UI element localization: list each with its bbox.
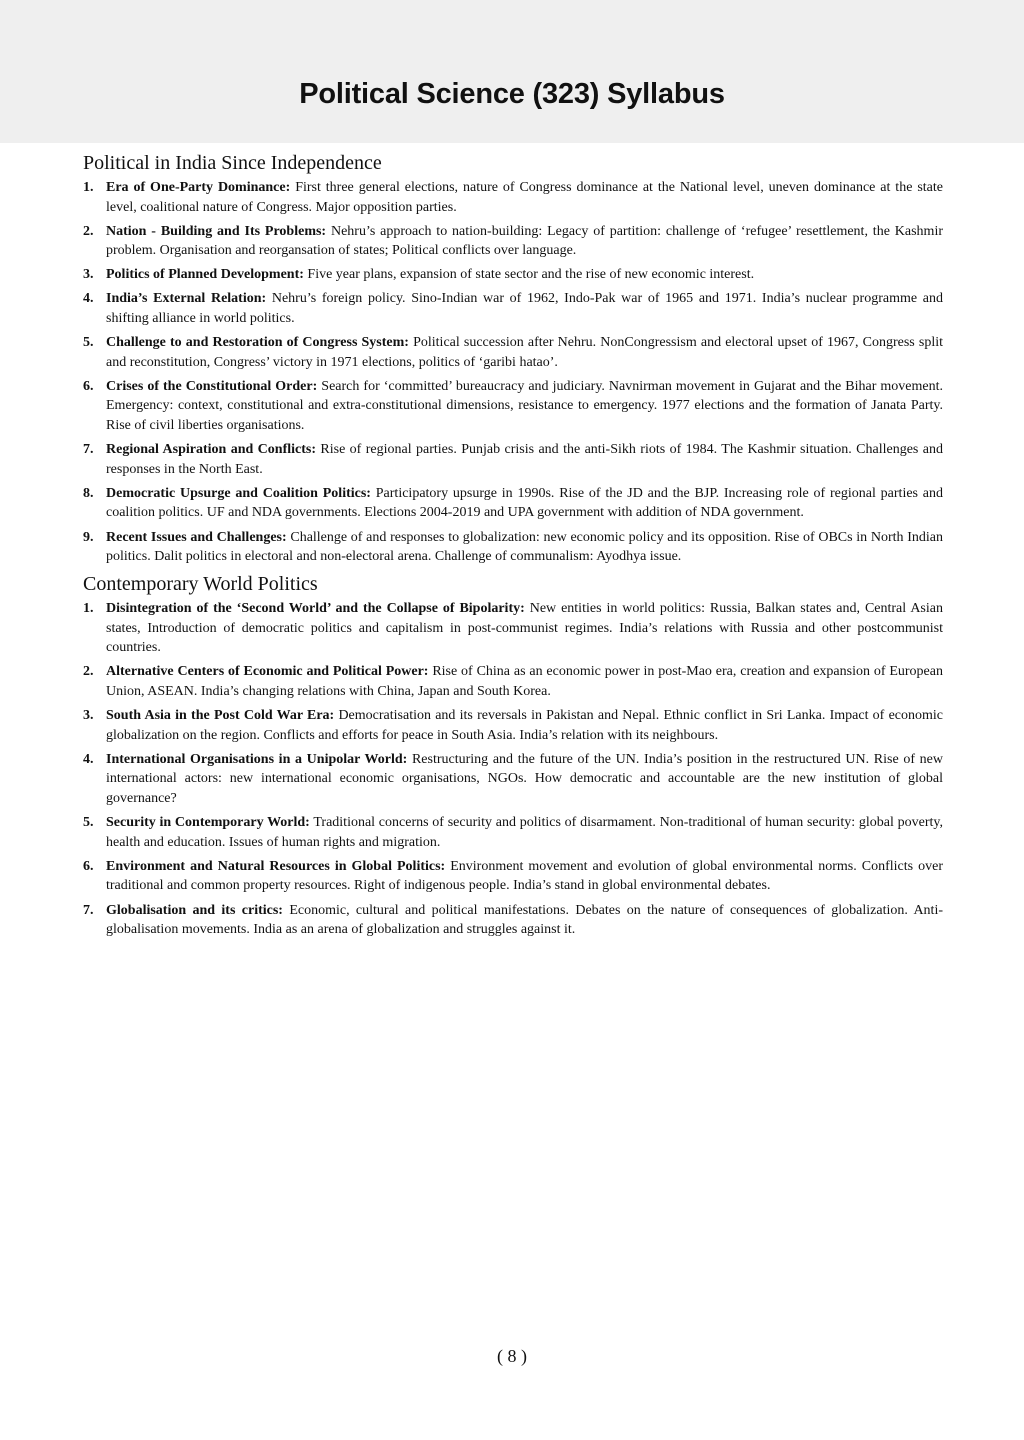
item-text: Rise of regional parties. Punjab crisis and the anti-Sikh riots of 1984. The Kashmir situation. Challenges and responses in the North East.	[106, 442, 943, 477]
list-item	[83, 440, 943, 479]
item-text: Nehru’s approach to nation-building: Legacy of partition: challenge of ‘refugee’ resettlement, the Kashmir problem. Organisation and reorgansation of states; Political conflicts over language.	[106, 223, 943, 259]
section-item-list	[83, 599, 943, 940]
item-number: 3.	[83, 267, 94, 283]
item-text: Rise of China as an economic power in post-Mao era, creation and expansion of European Union, ASEAN. India’s changing relations with China, Japan and South Korea.	[106, 664, 943, 700]
item-title: Disintegration of the ‘Second World’ and the Collapse of Bipolarity:	[106, 601, 525, 617]
item-text: Economic, cultural and political manifestations. Debates on the nature of consequences of globalization. Anti-globalisation movements. India as an arena of globalization and struggles against it.	[106, 902, 943, 938]
list-item	[83, 706, 943, 745]
item-number: 5.	[83, 335, 94, 351]
item-title: Challenge to and Restoration of Congress System:	[106, 335, 409, 351]
item-title: Era of One-Party Dominance:	[106, 180, 291, 195]
item-text: Participatory upsurge in 1990s. Rise of the JD and the BJP. Increasing role of regional parties and coalition politics. UF and NDA governments. Elections 2004-2019 and UPA government with addition of NDA government.	[106, 485, 944, 521]
item-number: 7.	[83, 442, 94, 458]
list-item	[83, 265, 943, 285]
page-number: ( 8 )	[497, 1346, 527, 1366]
item-number: 4.	[83, 291, 94, 307]
list-item	[83, 333, 943, 372]
item-number: 6.	[83, 378, 94, 394]
list-item	[83, 222, 943, 261]
item-number: 6.	[83, 858, 94, 874]
item-number: 5.	[83, 815, 94, 831]
item-number: 2.	[83, 223, 94, 239]
list-item	[83, 377, 943, 436]
item-number: 2.	[83, 664, 94, 680]
list-item	[83, 289, 943, 328]
item-text: Nehru’s foreign policy. Sino-Indian war of 1962, Indo-Pak war of 1965 and 1971. India’s nuclear programme and shifting alliance in world politics.	[106, 291, 943, 327]
item-number: 1.	[83, 180, 94, 195]
list-item	[83, 901, 943, 940]
item-text: Traditional concerns of security and politics of disarmament. Non-traditional of human security: global poverty, health and education. Issues of human rights and migration.	[106, 815, 943, 850]
item-title: Environment and Natural Resources in Global Politics:	[106, 858, 446, 874]
list-item	[83, 599, 943, 658]
header-band	[0, 0, 1024, 143]
item-number: 7.	[83, 902, 94, 918]
item-number: 9.	[83, 529, 94, 545]
item-text: First three general elections, nature of Congress dominance at the National level, uneven dominance at the state level, coalitional nature of Congress. Major opposition parties.	[106, 180, 943, 215]
page-title: Political Science (323) Syllabus	[299, 78, 725, 110]
item-text: New entities in world politics: Russia, Balkan states and, Central Asian states, Introduction of democratic politics and capitalism in post-communist regimes. India’s relations with Russia and other postcommunist countries.	[106, 601, 943, 656]
item-number: 3.	[83, 708, 94, 724]
item-title: International Organisations in a Unipolar World:	[106, 751, 408, 767]
item-title: Alternative Centers of Economic and Political Power:	[106, 664, 429, 680]
item-title: Democratic Upsurge and Coalition Politics:	[106, 485, 371, 501]
item-text: Restructuring and the future of the UN. India’s position in the restructured UN. Rise of new international actors: new international economic organisations, NGOs. How democratic and accountable are the new institution of global governance?	[106, 751, 943, 807]
item-title: India’s External Relation:	[106, 291, 267, 307]
item-text: Political succession after Nehru. NonCongressism and electoral upset of 1967, Congress split and reconstitution, Congress’ victory in 1971 elections, politics of ‘garibi hatao’.	[106, 335, 943, 370]
section-item-list	[83, 178, 943, 567]
list-item	[83, 178, 943, 217]
item-text: Five year plans, expansion of state sector and the rise of new economic interest.	[303, 267, 755, 283]
section-heading: Contemporary World Politics	[83, 573, 318, 596]
item-number: 1.	[83, 601, 94, 617]
list-item	[83, 528, 943, 567]
item-title: Regional Aspiration and Conflicts:	[106, 442, 316, 458]
list-item	[83, 750, 943, 809]
item-text: Environment movement and evolution of global environmental norms. Conflicts over traditional and common property resources. Right of indigenous people. India’s stand in global environmental debates.	[106, 858, 943, 894]
item-text: Democratisation and its reversals in Pakistan and Nepal. Ethnic conflict in Sri Lanka. Impact of economic globalization on the region. Conflicts and efforts for peace in South Asia. India’s relation with its neighbours.	[106, 708, 943, 743]
syllabus-content	[83, 150, 943, 944]
item-number: 4.	[83, 751, 94, 767]
item-title: Security in Contemporary World:	[106, 815, 310, 831]
item-title: Nation - Building and Its Problems:	[106, 223, 327, 239]
item-title: Globalisation and its critics:	[106, 902, 283, 918]
item-title: South Asia in the Post Cold War Era:	[106, 708, 335, 724]
list-item	[83, 662, 943, 701]
item-text: Challenge of and responses to globalization: new economic policy and its opposition. Rise of OBCs in North Indian politics. Dalit politics in electoral and non-electoral arena. Challenge of communalism: Ayodhya issue.	[106, 529, 943, 565]
list-item	[83, 857, 943, 896]
section-heading: Political in India Since Independence	[83, 152, 382, 174]
item-title: Politics of Planned Development:	[106, 267, 304, 283]
item-title: Crises of the Constitutional Order:	[106, 378, 318, 394]
list-item	[83, 813, 943, 852]
item-text: Search for ‘committed’ bureaucracy and judiciary. Navnirman movement in Gujarat and the Bihar movement. Emergency: context, constitutional and extra-constitutional dimensions, resistance to emergency. 1977 elections and the formation of Janata Party. Rise of civil liberties organisations.	[106, 378, 944, 434]
list-item	[83, 484, 943, 523]
item-title: Recent Issues and Challenges:	[106, 529, 287, 545]
item-number: 8.	[83, 485, 94, 501]
